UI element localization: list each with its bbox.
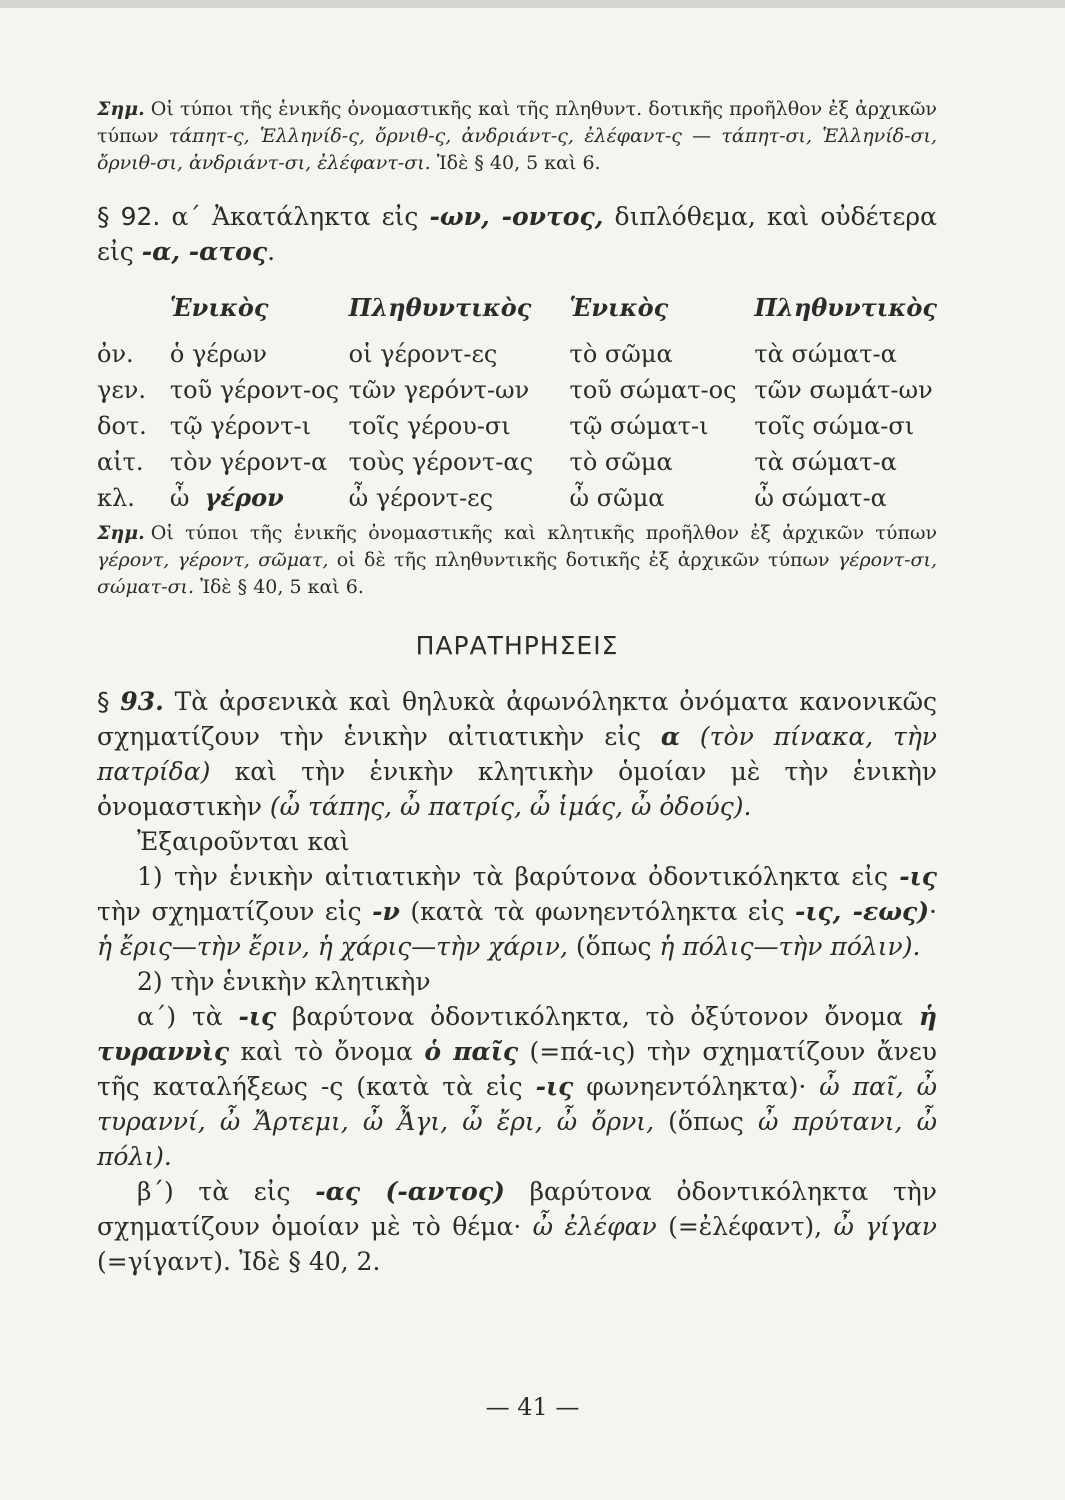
header-singular: Ἑνικὸς	[169, 293, 269, 322]
page-top-edge	[0, 0, 1065, 8]
exceptions-intro: Ἐξαιροῦνται καὶ	[137, 827, 350, 856]
table-cell: τὰ σώματ-α	[754, 448, 897, 476]
ending: -ας (-αντος)	[315, 1177, 505, 1206]
note-table	[97, 520, 937, 601]
exception-2a	[97, 999, 937, 1174]
table-cell: τὰ σώματ-α	[754, 340, 897, 368]
table-cell: τοὺς γέροντ-ας	[348, 448, 534, 476]
example: ὦ παῖ, ὦ τυραννί, ὦ Ἄρτεμι, ὦ Ἆγι, ὦ ἔρι, ὦ ὄρνι,	[97, 1072, 937, 1136]
table-cell: τῶν γερόντ-ων	[348, 376, 530, 404]
case-label: γεν.	[97, 376, 146, 404]
item-text: α΄) τὰ	[137, 1002, 239, 1031]
note-92	[97, 96, 937, 177]
example-word: ὁ παῖς	[424, 1037, 519, 1066]
item-text: (κατὰ τὰ φωνηεντόληκτα εἰς	[399, 897, 795, 926]
section-text: .	[267, 237, 276, 266]
table-row	[97, 440, 937, 476]
item-text: β΄) τὰ εἰς	[137, 1177, 316, 1206]
item-text: (=πά-ις) τὴν σχηματίζουν ἄνευ τῆς καταλήξεως -ς (κατὰ τὰ εἰς	[97, 1037, 937, 1101]
note-forms: τάπητ-ς, Ἑλληνίδ-ς, ὄρνιθ-ς, ἀνδριάντ-ς, ἐλέφαντ-ς — τάπητ-σι, Ἑλληνίδ-σι, ὄρνιθ-σι, ἀνδριάντ-σι, ἐλέφαντ-σι.	[97, 125, 937, 174]
exception-2: 2) τὴν ἑνικὴν κλητικὴν	[137, 967, 431, 996]
table-row	[97, 476, 937, 512]
note-text: Οἱ τύποι τῆς ἑνικῆς ὀνομαστικῆς καὶ τῆς πληθυντ. δοτικῆς προῆλθον ἐξ ἀρχικῶν τύπων	[97, 98, 937, 147]
note-text: οἱ δὲ τῆς πληθυντικῆς δοτικῆς ἐξ ἀρχικῶν τύπων	[328, 549, 838, 571]
ending: -ν	[372, 897, 400, 926]
note-forms: γέροντ-σι, σώματ-σι.	[97, 549, 937, 598]
example-word: ἡ τυραννὶς	[97, 1002, 937, 1066]
vocative-form: γέρον	[204, 483, 284, 512]
table-cell: τοῦ γέροντ-ος	[169, 376, 340, 404]
ending: -ις	[238, 1002, 277, 1031]
table-cell: ὁ γέρων	[169, 340, 267, 368]
item-text: καὶ τὸ ὄνομα	[229, 1037, 425, 1066]
ending: -α, -ατος	[141, 237, 268, 266]
table-cell: τὸν γέροντ-α	[169, 448, 328, 476]
table-row	[97, 332, 937, 368]
section-text: α΄ Ἀκατάληκτα εἰς	[160, 202, 430, 231]
ending: -ις	[899, 862, 937, 891]
case-label: αἰτ.	[97, 448, 144, 476]
table-cell: ὦ σώματ-α	[754, 484, 887, 512]
section-text: διπλόθεμα, καὶ οὐδέτερα εἰς	[97, 202, 937, 266]
note-ref: Ἰδὲ § 40, 5 καὶ 6.	[194, 576, 364, 598]
ending: -ις	[535, 1072, 574, 1101]
section-heading: ΠΑΡΑΤΗΡΗΣΕΙΣ	[415, 631, 619, 660]
note-forms: γέροντ, γέροντ, σῶματ,	[97, 549, 329, 571]
header-plural: Πληθυντικὸς	[348, 293, 532, 322]
table-cell: τὸ σῶμα	[569, 448, 673, 476]
item-text: βαρύτονα ὀδοντικόληκτα τὴν σχηματίζουν ὁμοίαν μὲ τὸ θέμα·	[97, 1177, 937, 1241]
note-label: Σημ.	[97, 522, 145, 544]
item-text: (=ἐλέφαντ),	[656, 1212, 834, 1241]
case-label: κλ.	[97, 484, 135, 512]
exception-2b	[97, 1174, 937, 1279]
ending: α	[660, 722, 681, 751]
table-cell: ὦ γέροντ-ες	[348, 484, 494, 512]
page-body	[97, 96, 937, 1279]
table-cell	[170, 476, 349, 512]
table-cell: ὦ σῶμα	[569, 484, 665, 512]
section-number: 93.	[120, 687, 164, 716]
item-text: (ὅπως	[654, 1107, 758, 1136]
table-cell: τοῖς γέρου-σι	[348, 412, 511, 440]
section-93	[97, 684, 937, 824]
item-text: (ὅπως	[567, 932, 660, 961]
table-cell: τοῦ σώματ-ος	[569, 376, 737, 404]
ending: -ις, -εως)	[794, 897, 930, 926]
item-text: 1) τὴν ἑνικὴν αἰτιατικὴν τὰ βαρύτονα ὀδοντικόληκτα εἰς	[137, 862, 900, 891]
note-text: Οἱ τύποι τῆς ἑνικῆς ὀνομαστικῆς καὶ κλητικῆς προῆλθον ἐξ ἀρχικῶν τύπων	[150, 522, 937, 544]
example: ἡ πόλις—τὴν πόλιν).	[659, 932, 921, 961]
section-92	[97, 199, 937, 269]
section-symbol: §	[97, 687, 110, 716]
item-text: βαρύτονα ὀδοντικόληκτα, τὸ ὀξύτονον ὄνομα	[276, 1002, 919, 1031]
section-number: § 92.	[97, 202, 161, 231]
item-text: ·	[929, 897, 937, 926]
example: ὦ γίγαν	[833, 1212, 938, 1241]
example: ἡ ἔρις—τὴν ἔριν, ἡ χάρις—τὴν χάριν,	[97, 932, 568, 961]
section-text: Τὰ ἀρσενικὰ καὶ θηλυκὰ ἀφωνόληκτα ὀνόματα κανονικῶς σχηματίζουν τὴν ἑνικὴν αἰτιατικὴν εἰς	[97, 687, 937, 751]
note-label: Σημ.	[97, 98, 145, 120]
page-number: — 41 —	[485, 1393, 580, 1421]
example: ὦ ἐλέφαν	[532, 1212, 657, 1241]
table-cell: τῷ σώματ-ι	[569, 412, 709, 440]
example: (τὸν πίνακα, τὴν πατρίδα)	[97, 722, 938, 786]
declension-table	[97, 293, 937, 512]
item-text: τὴν σχηματίζουν εἰς	[97, 897, 373, 926]
table-header-row	[97, 293, 937, 332]
vocative-particle: ὦ	[169, 484, 190, 512]
note-ref: Ἰδὲ § 40, 5 καὶ 6.	[430, 152, 601, 174]
item-text: (=γίγαντ). Ἰδὲ § 40, 2.	[97, 1247, 381, 1276]
example: (ὦ τάπης, ὦ πατρίς, ὦ ἱμάς, ὦ ὀδούς).	[269, 792, 752, 821]
table-cell: τὸ σῶμα	[569, 340, 673, 368]
case-label: δοτ.	[97, 412, 147, 440]
section-text: καὶ τὴν ἑνικὴν κλητικὴν ὁμοίαν μὲ τὴν ἑνικὴν ὀνομαστικὴν	[97, 757, 937, 821]
table-cell: τοῖς σώμα-σι	[754, 412, 915, 440]
table-cell: τῷ γέροντ-ι	[169, 412, 312, 440]
case-label: ὀν.	[97, 340, 134, 368]
item-text: φωνηεντόληκτα)·	[573, 1072, 820, 1101]
table-row	[97, 404, 937, 440]
exception-1	[97, 859, 937, 964]
table-row	[97, 368, 937, 404]
header-plural: Πληθυντικὸς	[754, 293, 937, 322]
example: ὦ πρύτανι, ὦ πόλι).	[97, 1107, 937, 1171]
table-cell: τῶν σωμάτ-ων	[754, 376, 933, 404]
header-singular: Ἑνικὸς	[569, 293, 669, 322]
ending: -ων, -οντος,	[429, 202, 604, 231]
table-cell: οἱ γέροντ-ες	[348, 340, 498, 368]
